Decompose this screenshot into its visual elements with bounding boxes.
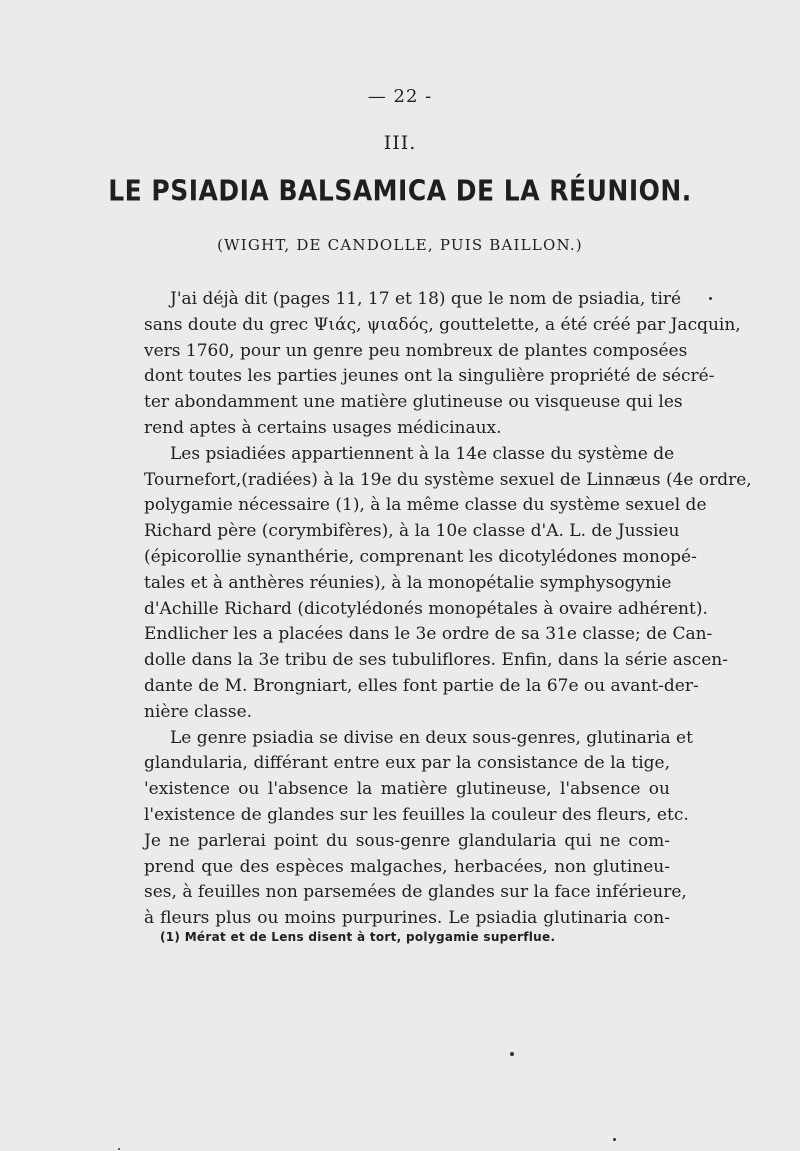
text-line: Je ne parlerai point du sous-genre glandularia qui ne com- [144,830,670,851]
page-subtitle: (WIGHT, DE CANDOLLE, PUIS BAILLON.) [217,236,583,254]
text-line: Tournefort,(radiées) à la 19e du système sexuel de Linnæus (4e ordre, [144,469,752,490]
text-line: à fleurs plus ou moins purpurines. Le psiadia glutinaria con- [144,908,670,929]
text-line: prend que des espèces malgaches, herbacées, non glutineu- [144,856,670,877]
text-line: Les psiadiées appartiennent à la 14e classe du système de [170,443,675,464]
print-speck [613,1138,616,1141]
print-speck [709,297,712,300]
text-line: d'Achille Richard (dicotylédonés monopétales à ovaire adhérent). [144,598,708,619]
text-line: glandularia, différant entre eux par la consistance de la tige, [144,753,670,774]
text-line: dolle dans la 3e tribu de ses tubuliflores. Enfin, dans la série ascen- [144,650,728,671]
text-line: 'existence ou l'absence la matière glutineuse, l'absence ou [144,779,670,800]
text-line: Endlicher les a placées dans le 3e ordre de sa 31e classe; de Can- [144,624,713,645]
footnote: (1) Mérat et de Lens disent à tort, polygamie superflue. [160,930,556,944]
text-line: l'existence de glandes sur les feuilles la couleur des fleurs, etc. [144,804,689,825]
text-line: nière classe. [144,701,253,722]
text-line: Le genre psiadia se divise en deux sous-genres, glutinaria et [170,727,693,748]
section-number: III. [383,132,417,154]
text-line: rend aptes à certains usages médicinaux. [144,417,502,438]
text-line: (épicorollie synanthérie, comprenant les dicotylédones monopé- [144,546,697,567]
print-speck [510,1052,514,1056]
page-title: LE PSIADIA BALSAMICA DE LA RÉUNION. [108,173,692,208]
body-text [144,287,752,932]
text-line: vers 1760, pour un genre peu nombreux de plantes composées [144,340,688,361]
print-speck [118,1148,120,1150]
text-line: Richard père (corymbifères), à la 10e classe d'A. L. de Jussieu [144,521,680,542]
page-number: — 22 - [367,86,433,107]
text-line: J'ai déjà dit (pages 11, 17 et 18) que le nom de psiadia, tiré [170,289,682,309]
text-line: sans doute du grec Ψιάς, ψιαδός, gouttelette, a été créé par Jacquin, [144,314,741,335]
text-line: tales et à anthères réunies), à la monopétalie symphysogynie [144,572,672,593]
text-line: dont toutes les parties jeunes ont la singulière propriété de sécré- [144,366,715,387]
text-line: ses, à feuilles non parsemées de glandes sur la face inférieure, [144,882,687,903]
text-line: dante de M. Brongniart, elles font partie de la 67e ou avant-der- [144,675,699,696]
text-line: ter abondamment une matière glutineuse ou visqueuse qui les [144,392,683,413]
text-line: polygamie nécessaire (1), à la même classe du système sexuel de [144,495,707,516]
